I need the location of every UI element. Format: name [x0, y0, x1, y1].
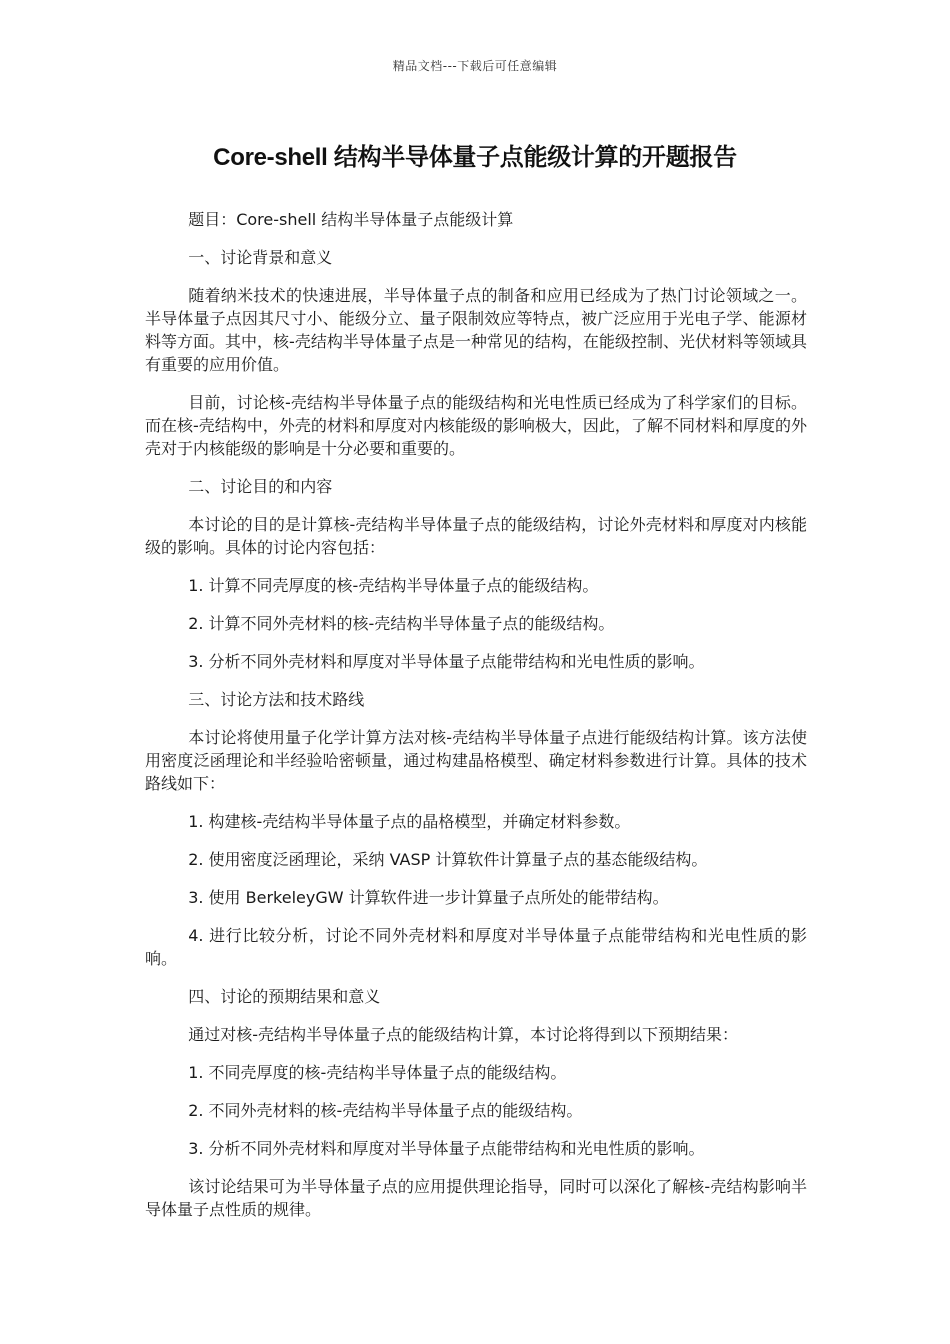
- section-heading-background: 一、讨论背景和意义: [188, 248, 333, 267]
- document-body: [145, 208, 807, 1236]
- header-watermark: 精品文档---下载后可任意编辑: [392, 59, 558, 73]
- body-paragraph: 该讨论结果可为半导体量子点的应用提供理论指导，同时可以深化了解核-壳结构影响半导体量子点性质的规律。: [145, 1177, 807, 1219]
- section-heading-objectives: 二、讨论目的和内容: [188, 477, 333, 496]
- topic-line: 题目：Core-shell 结构半导体量子点能级计算: [188, 210, 514, 229]
- section-heading-expected-results: 四、讨论的预期结果和意义: [188, 987, 381, 1006]
- list-item: 2. 计算不同外壳材料的核-壳结构半导体量子点的能级结构。: [188, 614, 615, 633]
- body-paragraph: 目前，讨论核-壳结构半导体量子点的能级结构和光电性质已经成为了科学家们的目标。而在核-壳结构中，外壳的材料和厚度对内核能级的影响极大，因此，了解不同材料和厚度的外壳对于内核能级的影响是十分必要和重要的。: [145, 393, 807, 458]
- body-paragraph: 本讨论的目的是计算核-壳结构半导体量子点的能级结构，讨论外壳材料和厚度对内核能级的影响。具体的讨论内容包括：: [145, 515, 807, 557]
- list-item: 3. 使用 BerkeleyGW 计算软件进一步计算量子点所处的能带结构。: [188, 888, 669, 907]
- list-item: 2. 不同外壳材料的核-壳结构半导体量子点的能级结构。: [188, 1101, 583, 1120]
- body-paragraph: 随着纳米技术的快速进展，半导体量子点的制备和应用已经成为了热门讨论领域之一。半导体量子点因其尺寸小、能级分立、量子限制效应等特点，被广泛应用于光电子学、能源材料等方面。其中，核-壳结构半导体量子点是一种常见的结构，在能级控制、光伏材料等领域具有重要的应用价值。: [145, 286, 807, 374]
- section-heading-methods: 三、讨论方法和技术路线: [188, 690, 365, 709]
- list-item: 3. 分析不同外壳材料和厚度对半导体量子点能带结构和光电性质的影响。: [188, 1139, 705, 1158]
- list-item: 2. 使用密度泛函理论，采纳 VASP 计算软件计算量子点的基态能级结构。: [188, 850, 708, 869]
- body-paragraph: 本讨论将使用量子化学计算方法对核-壳结构半导体量子点进行能级结构计算。该方法使用密度泛函理论和半经验哈密顿量，通过构建晶格模型、确定材料参数进行计算。具体的技术路线如下：: [145, 728, 807, 793]
- list-item: 1. 不同壳厚度的核-壳结构半导体量子点的能级结构。: [188, 1063, 567, 1082]
- list-item: 3. 分析不同外壳材料和厚度对半导体量子点能带结构和光电性质的影响。: [188, 652, 705, 671]
- document-title: Core-shell 结构半导体量子点能级计算的开题报告: [213, 144, 737, 171]
- list-item: 1. 计算不同壳厚度的核-壳结构半导体量子点的能级结构。: [188, 576, 599, 595]
- list-item: 1. 构建核-壳结构半导体量子点的晶格模型，并确定材料参数。: [188, 812, 631, 831]
- list-item: 4. 进行比较分析，讨论不同外壳材料和厚度对半导体量子点能带结构和光电性质的影响。: [145, 926, 807, 968]
- body-paragraph: 通过对核-壳结构半导体量子点的能级结构计算，本讨论将得到以下预期结果：: [188, 1025, 738, 1044]
